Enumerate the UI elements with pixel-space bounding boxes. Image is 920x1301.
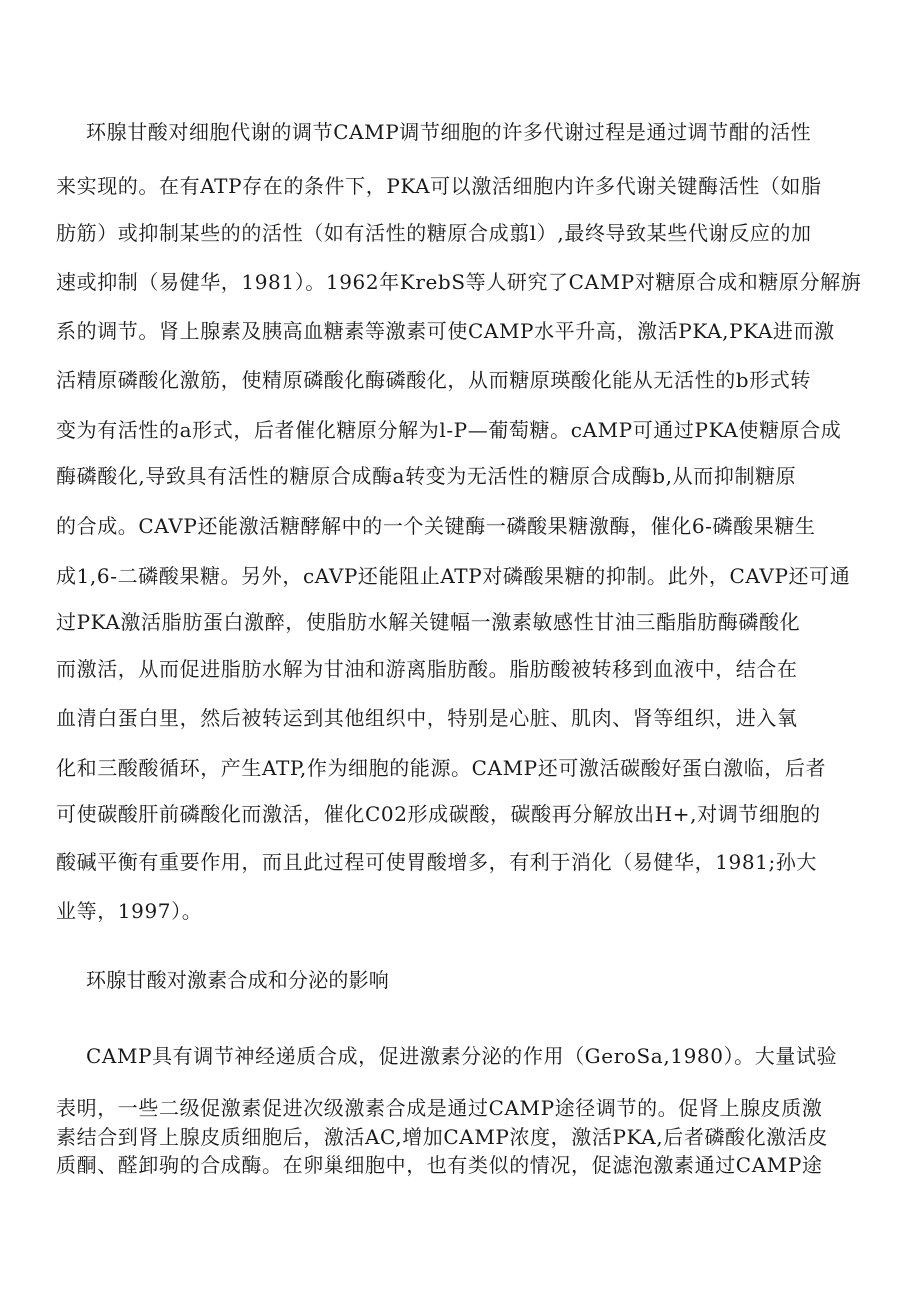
text-line: 速或抑制（易健华，1981）。1962年KrebS等人研究了CAMP对糖原合成和糖原分解旃 [56, 270, 862, 294]
text-line: 表明，一些二级促激素促进次级激素合成是通过CAMP途径调节的。促肾上腺皮质激 [56, 1096, 823, 1120]
text-line: 质酮、醛卸驹的合成酶。在卵巢细胞中，也有类似的情况，促滤泡激素通过CAMP途 [56, 1153, 823, 1177]
text-line: 的合成。CAVP还能激活糖酵解中的一个关键酶一磷酸果糖激酶，催化6-磷酸果糖生 [56, 514, 816, 538]
text-line: 化和三酸酸循环，产生ATP,作为细胞的能源。CAMP还可激活碳酸好蛋白激临，后者 [56, 756, 827, 780]
text-line: 环腺甘酸对细胞代谢的调节CAMP调节细胞的许多代谢过程是通过调节酣的活性 [86, 120, 812, 144]
text-line: 素结合到肾上腺皮质细胞后，激活AC,增加CAMP浓度，激活PKA,后者磷酸化激活皮 [56, 1125, 829, 1149]
text-line: 过PKA激活脂肪蛋白激醉，使脂肪水解关键幅一激素敏感性甘油三酯脂肪酶磷酸化 [56, 610, 801, 634]
text-line: 系的调节。肾上腺素及胰高血糖素等激素可使CAMP水平升高，激活PKA,PKA进而激 [56, 319, 835, 343]
text-line: 酶磷酸化,导致具有活性的糖原合成酶a转变为无活性的糖原合成酶b,从而抑制糖原 [56, 464, 797, 488]
text-line: CAMP具有调节神经递质合成，促进激素分泌的作用（GeroSa,1980）。大量试验 [86, 1044, 838, 1068]
text-line: 来实现的。在有ATP存在的条件下，PKA可以激活细胞内许多代谢关键酶活性（如脂 [56, 174, 822, 198]
text-line: 血清白蛋白里，然后被转运到其他组织中，特别是心脏、肌肉、肾等组织，进入氧 [56, 706, 798, 730]
text-line: 酸碱平衡有重要作用，而且此过程可使胃酸增多，有利于消化（易健华，1981;孙大 [56, 850, 818, 874]
text-line: 活精原磷酸化激筋，使精原磷酸化酶磷酸化，从而糖原瑛酸化能从无活性的b形式转 [56, 368, 812, 392]
text-line: 成1,6-二磷酸果糖。另外，cAVP还能阻止ATP对磷酸果糖的抑制。此外，CAVP还可通 [56, 564, 851, 588]
text-line: 业等，1997）。 [56, 899, 203, 923]
text-line: 变为有活性的a形式，后者催化糖原分解为l-P—葡萄糖。cAMP可通过PKA使糖原合成 [56, 418, 842, 442]
section-heading: 环腺甘酸对激素合成和分泌的影响 [86, 968, 389, 992]
text-line: 而激活，从而促进脂肪水解为甘油和游离脂肪酸。脂肪酸被转移到血液中，结合在 [56, 657, 798, 681]
text-line: 可使碳酸肝前磷酸化而激活，催化C02形成碳酸，碳酸再分解放出H+,对调节细胞的 [56, 802, 821, 826]
text-line: 肪筋）或抑制某些的的活性（如有活性的糖原合成翦l）,最终导致某些代谢反应的加 [56, 221, 812, 245]
